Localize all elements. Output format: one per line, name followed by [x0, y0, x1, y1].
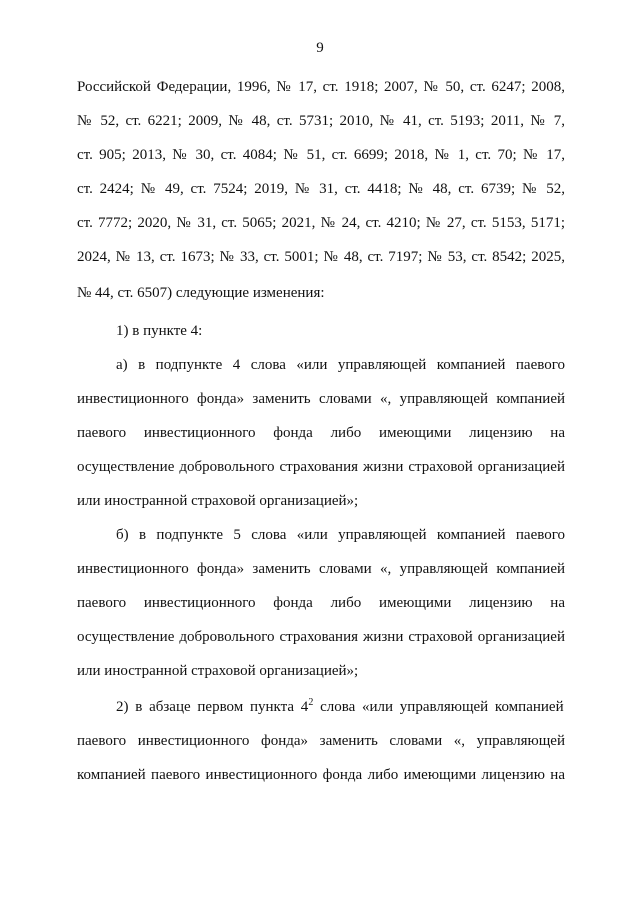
- text-line: или иностранной страховой организацией»;: [77, 493, 359, 509]
- text-line: осуществление добровольного страхования жизни страховой организацией: [77, 629, 565, 645]
- text-span: слова «или управляющей компанией: [320, 699, 564, 715]
- text-line: инвестиционного фонда» заменить словами «, управляющей компанией: [77, 561, 565, 577]
- text-line: б) в подпункте 5 слова «или управляющей компанией паевого: [116, 527, 565, 543]
- text-line: № 52, ст. 6221; 2009, № 48, ст. 5731; 2010, № 41, ст. 5193; 2011, № 7,: [77, 113, 565, 129]
- text-line: ст. 2424; № 49, ст. 7524; 2019, № 31, ст. 4418; № 48, ст. 6739; № 52,: [77, 181, 565, 197]
- text-line: инвестиционного фонда» заменить словами «, управляющей компанией: [77, 391, 565, 407]
- text-line: [116, 697, 565, 717]
- superscript: 2: [308, 697, 314, 708]
- text-line: компанией паевого инвестиционного фонда либо имеющими лицензию на: [77, 767, 565, 783]
- text-line: паевого инвестиционного фонда либо имеющими лицензию на: [77, 595, 565, 611]
- text-line: 2024, № 13, ст. 1673; № 33, ст. 5001; № 48, ст. 7197; № 53, ст. 8542; 2025,: [77, 249, 565, 265]
- list-item-heading: 1) в пункте 4:: [116, 323, 203, 339]
- page-number: 9: [316, 40, 324, 56]
- text-line: ст. 905; 2013, № 30, ст. 4084; № 51, ст. 6699; 2018, № 1, ст. 70; № 17,: [77, 147, 565, 163]
- text-line: осуществление добровольного страхования жизни страховой организацией: [77, 459, 565, 475]
- text-line: паевого инвестиционного фонда» заменить словами «, управляющей: [77, 733, 565, 749]
- text-span: 2) в абзаце первом пункта 4: [116, 699, 309, 715]
- text-line: ст. 7772; 2020, № 31, ст. 5065; 2021, № 24, ст. 4210; № 27, ст. 5153, 5171;: [77, 215, 565, 231]
- text-line: а) в подпункте 4 слова «или управляющей компанией паевого: [116, 357, 565, 373]
- text-line: паевого инвестиционного фонда либо имеющими лицензию на: [77, 425, 565, 441]
- text-line: Российской Федерации, 1996, № 17, ст. 1918; 2007, № 50, ст. 6247; 2008,: [77, 79, 565, 95]
- text-line: или иностранной страховой организацией»;: [77, 663, 359, 679]
- text-line: № 44, ст. 6507) следующие изменения:: [77, 285, 325, 301]
